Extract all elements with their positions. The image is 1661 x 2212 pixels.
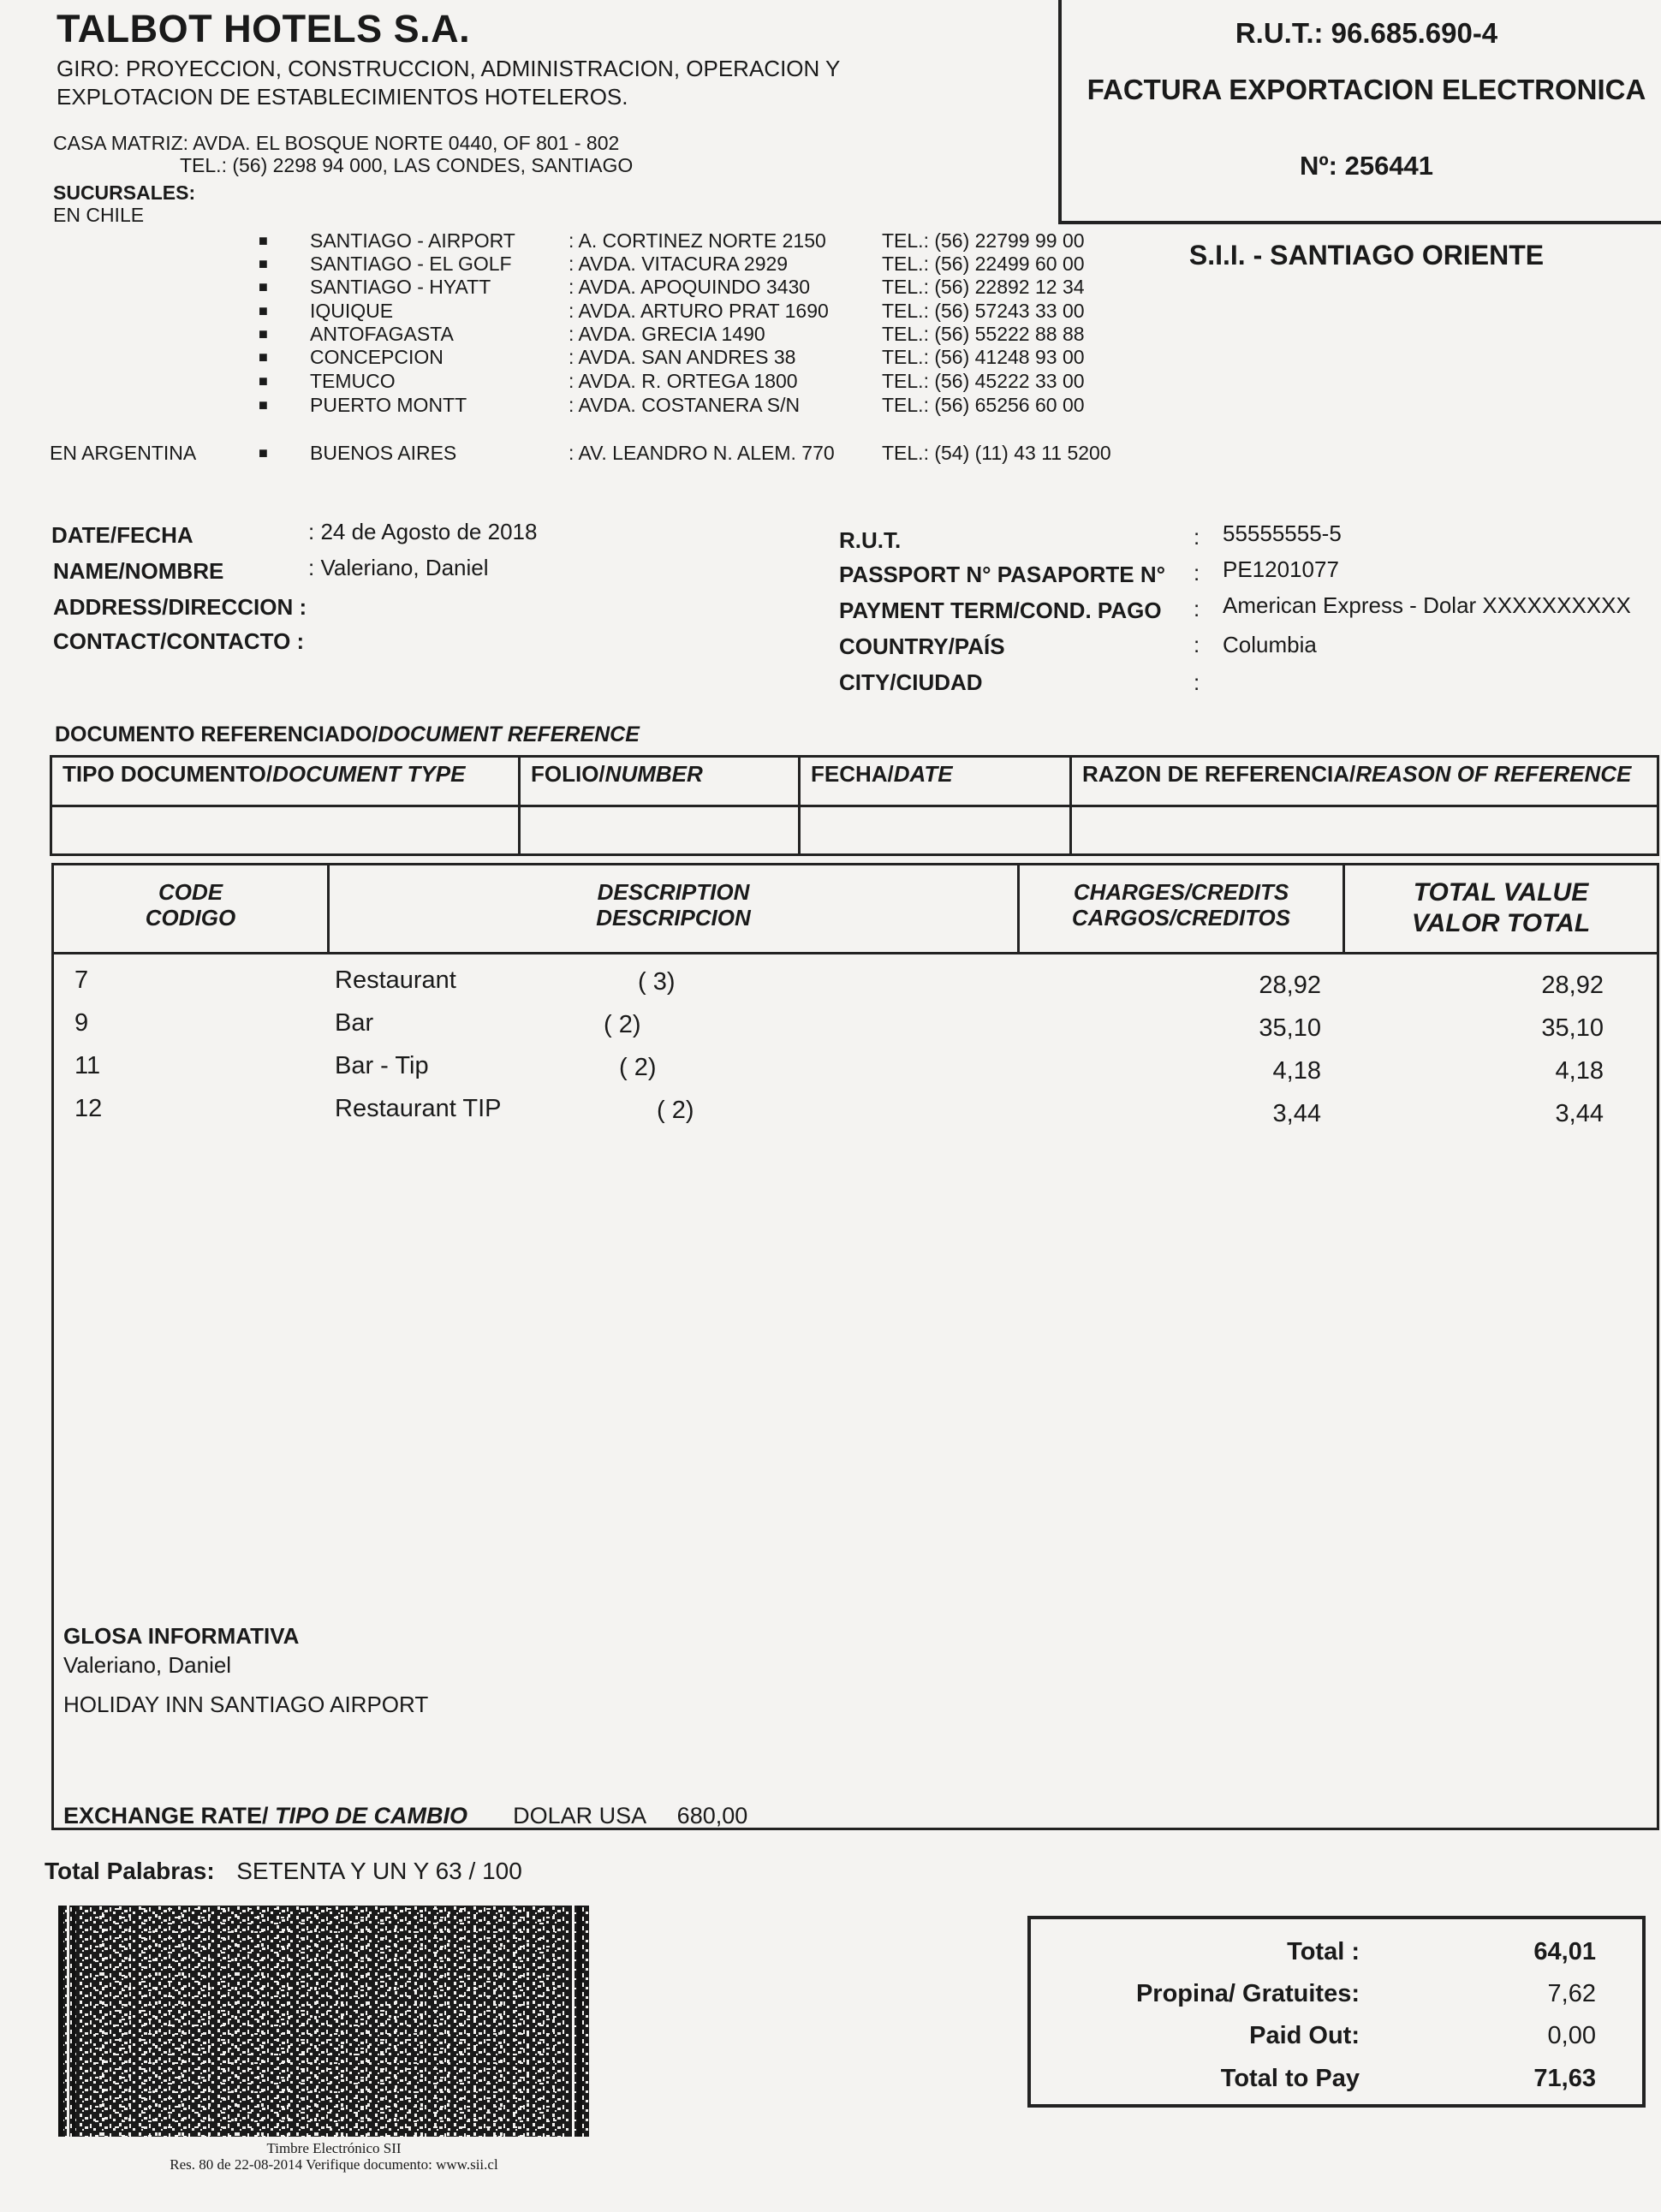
item-description: Restaurant TIP — [335, 1095, 502, 1122]
payment-value: American Express - Dolar XXXXXXXXXX — [1223, 592, 1631, 618]
total-words-value: SETENTA Y UN Y 63 / 100 — [236, 1858, 522, 1884]
bullet-icon: ■ — [259, 255, 268, 272]
reference-header-row — [51, 757, 1658, 806]
header-charges-es: CARGOS/CREDITOS — [1071, 905, 1291, 931]
item-qty: ( 2) — [657, 1097, 694, 1124]
item-total: 35,10 — [1541, 1014, 1604, 1042]
bullet-icon: ■ — [259, 372, 268, 389]
branch-tel: TEL.: (56) 65256 60 00 — [882, 394, 1085, 416]
city-colon: : — [1194, 669, 1200, 695]
item-description: Bar — [335, 1009, 374, 1037]
branch-row — [0, 370, 1199, 393]
branch-row — [0, 253, 1199, 276]
header-code-es: CODIGO — [145, 905, 236, 931]
exchange-currency: DOLAR USA — [513, 1803, 646, 1828]
glosa-title: GLOSA INFORMATIVA — [63, 1623, 300, 1649]
exchange-label-b: TIPO DE CAMBIO — [275, 1803, 468, 1828]
branch-address: : AVDA. GRECIA 1490 — [569, 323, 765, 345]
branch-address: : AVDA. SAN ANDRES 38 — [569, 346, 796, 368]
contact-label: CONTACT/CONTACTO : — [53, 628, 305, 654]
branch-name: TEMUCO — [310, 370, 396, 392]
branch-address: : AVDA. R. ORTEGA 1800 — [569, 370, 798, 392]
tip-row — [1031, 1980, 1642, 2021]
item-charge: 3,44 — [1272, 1100, 1321, 1127]
branch-name: ANTOFAGASTA — [310, 323, 454, 345]
ref-col-date-b: DATE — [893, 761, 953, 787]
items-header-total — [1345, 865, 1657, 954]
casa-matriz — [53, 132, 633, 176]
rut-colon: : — [1194, 524, 1200, 550]
branch-address: : A. CORTINEZ NORTE 2150 — [569, 229, 826, 252]
branch-name: CONCEPCION — [310, 346, 444, 368]
name-value: : Valeriano, Daniel — [308, 555, 489, 580]
city-label-text: CITY/CIUDAD — [839, 669, 983, 695]
ref-col-folio — [520, 757, 800, 806]
ref-col-folio-b: NUMBER — [604, 761, 703, 787]
item-code: 12 — [74, 1095, 103, 1122]
ref-col-folio-a: FOLIO/ — [531, 761, 605, 787]
totals-box — [1027, 1916, 1646, 2108]
passport-label-text: PASSPORT N° PASAPORTE N° — [839, 562, 1165, 587]
branch-address: : AVDA. APOQUINDO 3430 — [569, 276, 811, 298]
reference-empty-row — [51, 806, 1658, 855]
ref-cell — [800, 806, 1071, 855]
ref-cell — [520, 806, 800, 855]
items-header-code — [54, 865, 330, 954]
branch-row — [0, 229, 1199, 253]
rut-label-text: R.U.T. — [839, 527, 902, 553]
item-total: 28,92 — [1541, 972, 1604, 999]
pdf417-barcode — [58, 1906, 589, 2137]
country-label — [839, 633, 1005, 660]
branch-tel: TEL.: (56) 57243 33 00 — [882, 300, 1085, 322]
item-qty: ( 2) — [619, 1054, 657, 1081]
tip-label: Propina/ Gratuites: — [1135, 1980, 1360, 2007]
ref-col-reason-b: REASON OF REFERENCE — [1355, 761, 1632, 787]
giro-line-1: GIRO: PROYECCION, CONSTRUCCION, ADMINISTRACION, OPERACION Y — [57, 56, 841, 81]
ref-col-date-a: FECHA/ — [811, 761, 894, 787]
item-code: 9 — [74, 1009, 89, 1037]
passport-label — [839, 562, 1165, 588]
total-to-pay-label: Total to Pay — [1220, 2065, 1360, 2092]
branch-tel: TEL.: (56) 41248 93 00 — [882, 346, 1085, 368]
payment-label — [839, 598, 1162, 624]
bullet-icon: ■ — [259, 348, 268, 366]
bullet-icon: ■ — [259, 396, 268, 413]
item-code: 11 — [74, 1052, 101, 1079]
tip-value: 7,62 — [1547, 1980, 1596, 2007]
branch-address: : AVDA. ARTURO PRAT 1690 — [569, 300, 829, 322]
items-header-charges — [1020, 865, 1345, 954]
ref-col-date — [800, 757, 1071, 806]
paid-out-value: 0,00 — [1547, 2022, 1596, 2049]
name-label: NAME/NOMBRE — [53, 558, 224, 584]
info-address-row — [53, 594, 307, 621]
rut-value: 55555555-5 — [1223, 520, 1342, 546]
items-header-description — [330, 865, 1020, 954]
branch-row-argentina — [0, 442, 1199, 465]
bullet-icon: ■ — [259, 278, 268, 295]
item-charge: 4,18 — [1272, 1057, 1321, 1085]
en-chile-label: EN CHILE — [53, 204, 145, 226]
header-code-en: CODE — [158, 879, 223, 905]
address-label: ADDRESS/DIRECCION : — [53, 594, 307, 620]
branch-tel: TEL.: (56) 45222 33 00 — [882, 370, 1085, 392]
branch-row — [0, 346, 1199, 369]
country-colon: : — [1194, 632, 1200, 657]
paid-out-label: Paid Out: — [1249, 2022, 1360, 2049]
item-description: Bar - Tip — [335, 1052, 429, 1079]
reference-title — [55, 722, 640, 747]
item-qty: ( 3) — [638, 968, 676, 996]
date-label: DATE/FECHA — [51, 522, 193, 548]
info-name-row — [53, 558, 223, 585]
total-words-label: Total Palabras: — [45, 1858, 215, 1884]
info-contact-row — [53, 628, 304, 655]
branch-row — [0, 276, 1199, 299]
item-code: 7 — [74, 966, 89, 994]
branch-row — [0, 300, 1199, 323]
company-name: TALBOT HOTELS S.A. — [57, 7, 471, 51]
payment-label-text: PAYMENT TERM/COND. PAGO — [839, 598, 1162, 623]
glosa-name: Valeriano, Daniel — [63, 1652, 232, 1678]
branch-name: SANTIAGO - HYATT — [310, 276, 491, 298]
branch-name: SANTIAGO - EL GOLF — [310, 253, 512, 275]
branch-row — [0, 394, 1199, 417]
ref-col-type-b: DOCUMENT TYPE — [272, 761, 466, 787]
total-value: 64,01 — [1533, 1938, 1596, 1965]
invoice-number: Nº: 256441 — [1299, 151, 1434, 181]
header-desc-en: DESCRIPTION — [597, 879, 750, 905]
item-total: 3,44 — [1555, 1100, 1604, 1127]
payment-colon: : — [1194, 596, 1200, 621]
branch-name: SANTIAGO - AIRPORT — [310, 229, 515, 252]
casa-matriz-address: CASA MATRIZ: AVDA. EL BOSQUE NORTE 0440, OF 801 - 802 — [53, 132, 620, 154]
country-label-text: COUNTRY/PAÍS — [839, 633, 1005, 659]
item-total: 4,18 — [1555, 1057, 1604, 1085]
items-box — [51, 863, 1659, 1830]
ref-col-reason — [1071, 757, 1658, 806]
reference-title-a: DOCUMENTO REFERENCIADO/ — [55, 722, 378, 746]
reference-title-b: DOCUMENT REFERENCE — [378, 722, 640, 746]
passport-value: PE1201077 — [1223, 556, 1339, 582]
casa-matriz-tel: TEL.: (56) 2298 94 000, LAS CONDES, SANTIAGO — [180, 154, 634, 176]
item-charge: 35,10 — [1259, 1014, 1321, 1042]
bullet-icon: ■ — [259, 302, 268, 319]
exchange-rate — [63, 1803, 747, 1829]
branch-tel: TEL.: (54) (11) 43 11 5200 — [882, 442, 1111, 464]
reference-table — [50, 755, 1659, 856]
issuer-rut: R.U.T.: 96.685.690-4 — [1235, 17, 1498, 49]
header-charges-en: CHARGES/CREDITS — [1073, 879, 1289, 905]
city-label — [839, 669, 983, 696]
ref-col-type-a: TIPO DOCUMENTO/ — [63, 761, 273, 787]
ref-col-type — [51, 757, 520, 806]
exchange-rate-value: 680,00 — [676, 1803, 748, 1828]
stamp-line-1: Timbre Electrónico SII — [266, 2140, 402, 2156]
branch-address: : AVDA. VITACURA 2929 — [569, 253, 789, 275]
total-to-pay-row — [1031, 2065, 1642, 2106]
item-charge: 28,92 — [1259, 972, 1321, 999]
company-giro — [57, 55, 998, 111]
invoice-type: FACTURA EXPORTACION ELECTRONICA — [1086, 74, 1646, 105]
total-words — [45, 1858, 522, 1885]
barcode-pattern — [58, 1906, 589, 2137]
glosa-hotel: HOLIDAY INN SANTIAGO AIRPORT — [63, 1692, 429, 1717]
header-total-es: VALOR TOTAL — [1411, 909, 1591, 937]
ref-col-reason-a: RAZON DE REFERENCIA/ — [1082, 761, 1356, 787]
total-to-pay-value: 71,63 — [1533, 2065, 1596, 2092]
item-qty: ( 2) — [604, 1011, 641, 1038]
rut-label — [839, 527, 901, 554]
sii-stamp-caption — [51, 2140, 616, 2173]
ref-cell — [51, 806, 520, 855]
item-description: Restaurant — [335, 966, 456, 994]
branch-tel: TEL.: (56) 22892 12 34 — [882, 276, 1085, 298]
total-row — [1031, 1938, 1642, 1979]
header-total-en: TOTAL VALUE — [1413, 878, 1589, 907]
branch-address: : AV. LEANDRO N. ALEM. 770 — [569, 442, 835, 464]
bullet-icon: ■ — [259, 325, 268, 342]
en-argentina-label: EN ARGENTINA — [50, 442, 197, 464]
sii-office: S.I.I. - SANTIAGO ORIENTE — [1188, 240, 1545, 271]
bullet-icon: ■ — [259, 232, 268, 249]
sucursales — [53, 181, 195, 226]
date-value: : 24 de Agosto de 2018 — [308, 519, 538, 544]
branch-tel: TEL.: (56) 55222 88 88 — [882, 323, 1085, 345]
giro-line-2: EXPLOTACION DE ESTABLECIMIENTOS HOTELEROS. — [57, 84, 628, 110]
passport-colon: : — [1194, 560, 1200, 586]
branch-name: IQUIQUE — [310, 300, 394, 322]
country-value: Columbia — [1223, 632, 1317, 657]
branch-name: BUENOS AIRES — [310, 442, 457, 464]
header-desc-es: DESCRIPCION — [596, 905, 751, 931]
invoice-id-box — [1058, 0, 1661, 224]
exchange-label-a: EXCHANGE RATE/ — [63, 1803, 276, 1828]
sucursales-label: SUCURSALES: — [53, 181, 196, 204]
paid-out-row — [1031, 2022, 1642, 2063]
branch-tel: TEL.: (56) 22799 99 00 — [882, 229, 1085, 252]
branch-row — [0, 323, 1199, 346]
ref-cell — [1071, 806, 1658, 855]
branch-name: PUERTO MONTT — [310, 394, 467, 416]
total-label: Total : — [1287, 1938, 1360, 1965]
branch-address: : AVDA. COSTANERA S/N — [569, 394, 801, 416]
info-date-row — [51, 522, 193, 549]
stamp-line-2: Res. 80 de 22-08-2014 Verifique documento: www.sii.cl — [170, 2156, 498, 2173]
bullet-icon: ■ — [259, 444, 268, 461]
branch-tel: TEL.: (56) 22499 60 00 — [882, 253, 1085, 275]
